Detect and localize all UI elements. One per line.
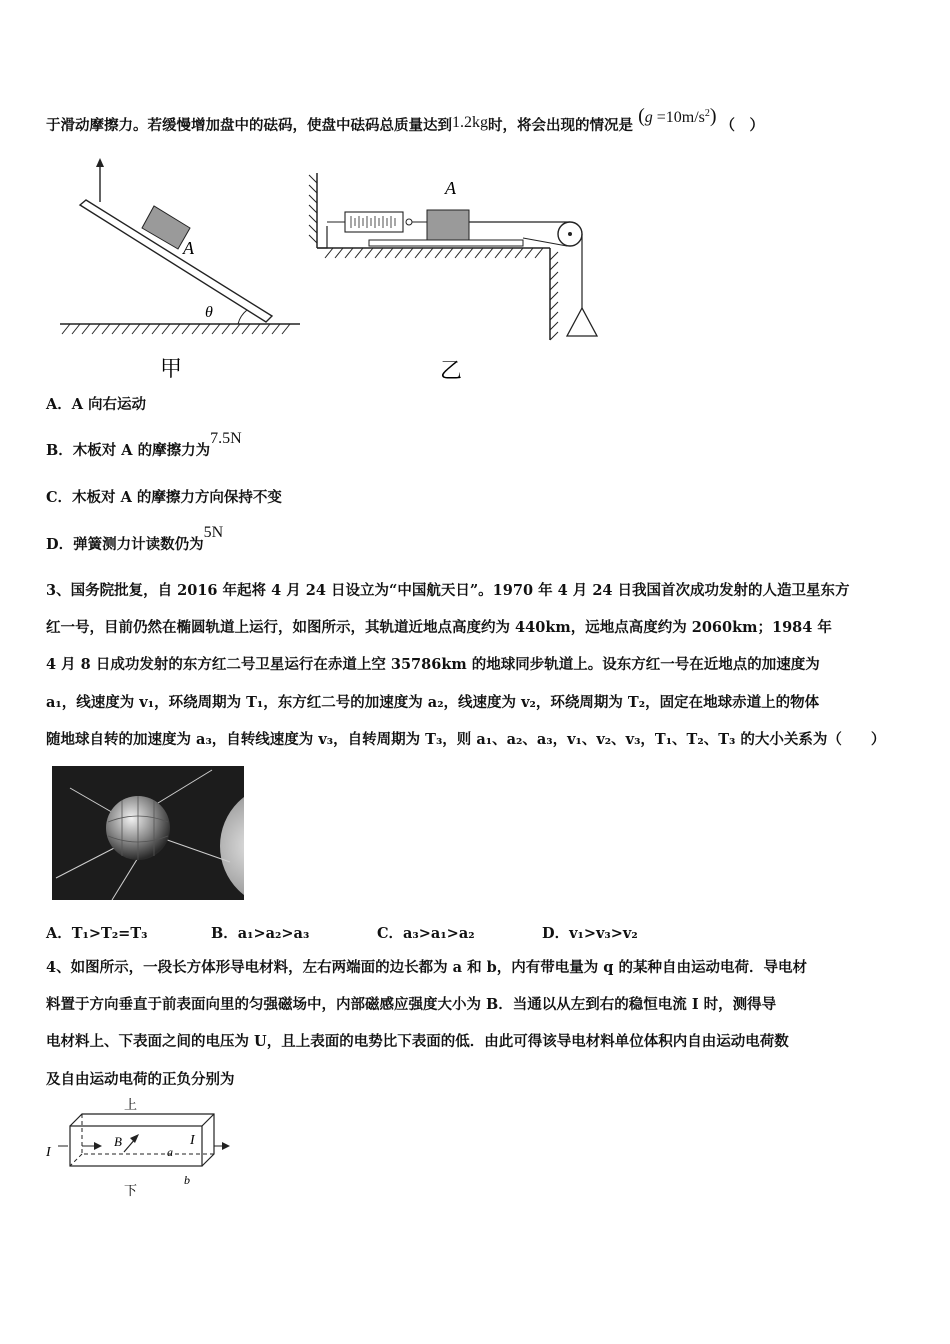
q4-stem-line-2: 料置于方向垂直于前表面向里的匀强磁场中，内部磁感应强度大小为 B．当通以从左到右的稳恒电流 I 时，测得导 <box>46 996 777 1013</box>
q4-fig-field-label: B <box>114 1134 122 1149</box>
q3-stem-line-5: 随地球自转的加速度为 a₃，自转线速度为 v₃，自转周期为 T₃，则 a₁、a₂、a₃，v₁、v₂、v₃，T₁、T₂、T₃ 的大小关系为（ ） <box>46 731 886 748</box>
fig-jia-caption: 甲 <box>160 356 183 381</box>
g-close-paren: ) <box>709 105 717 127</box>
fig-jia-theta: θ <box>205 304 213 321</box>
q2-stem <box>46 105 765 138</box>
q4-fig-edge-a: a <box>167 1145 173 1159</box>
q3-option-d: D．v₁>v₃>v₂ <box>542 925 638 942</box>
q2-option-d-text: D．弹簧测力计读数仍为 <box>46 536 204 553</box>
q4-fig-current-right: I <box>190 1133 195 1148</box>
q3-stem-line-2: 红一号，目前仍然在椭圆轨道上运行，如图所示，其轨道近地点高度约为 440km，远地点高度约为 2060km；1984 年 <box>46 619 832 636</box>
q2-option-a: A．A 向右运动 <box>46 396 147 413</box>
q3-stem-line-1: 3、国务院批复，自 2016 年起将 4 月 24 日设立为“中国航天日”。1970 年 4 月 24 日我国首次成功发射的人造卫星东方 <box>46 582 850 599</box>
q2-option-d-value: 5N <box>203 524 224 541</box>
g-variable: g <box>644 109 653 126</box>
q2-option-b-value: 7.5N <box>210 430 242 447</box>
q4-stem-line-1: 4、如图所示，一段长方体形导电材料，左右两端面的边长都为 a 和 b，内有带电量为 q 的某种自由运动电荷．导电材 <box>46 959 807 976</box>
q2-mass-value: 1.2kg <box>452 114 488 131</box>
q4-stem-line-4: 及自由运动电荷的正负分别为 <box>46 1071 235 1088</box>
g-equals: =10m/s <box>652 109 705 126</box>
figure-yi-pulley <box>305 168 605 388</box>
fig-yi-caption: 乙 <box>440 358 463 383</box>
q4-fig-bottom-label: 下 <box>124 1183 138 1198</box>
g-open-paren: ( <box>638 105 645 127</box>
q2-stem-part2: 时，将会出现的情况是 <box>488 117 633 134</box>
fig-yi-block-label: A <box>445 178 456 198</box>
q3-stem-line-3: 4 月 8 日成功发射的东方红二号卫星运行在赤道上空 35786km 的地球同步轨道上。设东方红一号在近地点的加速度为 <box>46 656 820 673</box>
q4-fig-edge-b: b <box>184 1173 190 1187</box>
q2-option-b <box>46 430 242 461</box>
q4-fig-top-label: 上 <box>124 1098 138 1112</box>
q3-option-c: C．a₃>a₁>a₂ <box>377 925 475 942</box>
g-exponent: 2 <box>704 108 710 119</box>
figure-jia-incline <box>50 150 310 385</box>
conductor-block-figure <box>40 1098 230 1204</box>
fig-jia-block-label: A <box>183 238 194 258</box>
q2-answer-blank: （ ） <box>720 117 765 134</box>
q2-option-b-text: B．木板对 A 的摩擦力为 <box>46 442 211 459</box>
satellite-photo <box>52 766 244 900</box>
q3-option-b: B．a₁>a₂>a₃ <box>211 925 310 942</box>
q2-stem-part1: 于滑动摩擦力。若缓慢增加盘中的砝码，使盘中砝码总质量达到 <box>46 117 452 134</box>
q2-option-c: C．木板对 A 的摩擦力方向保持不变 <box>46 489 282 506</box>
q2-option-d <box>46 524 224 555</box>
q3-stem-line-4: a₁，线速度为 v₁，环绕周期为 T₁，东方红二号的加速度为 a₂，线速度为 v₂，环绕周期为 T₂，固定在地球赤道上的物体 <box>46 694 820 711</box>
q3-option-a: A．T₁>T₂=T₃ <box>46 925 148 942</box>
q4-fig-current-left: I <box>46 1145 51 1160</box>
q4-stem-line-3: 电材料上、下表面之间的电压为 U，且上表面的电势比下表面的低．由此可得该导电材料单位体积内自由运动电荷数 <box>46 1033 789 1050</box>
q2-gravity-note <box>638 105 720 127</box>
